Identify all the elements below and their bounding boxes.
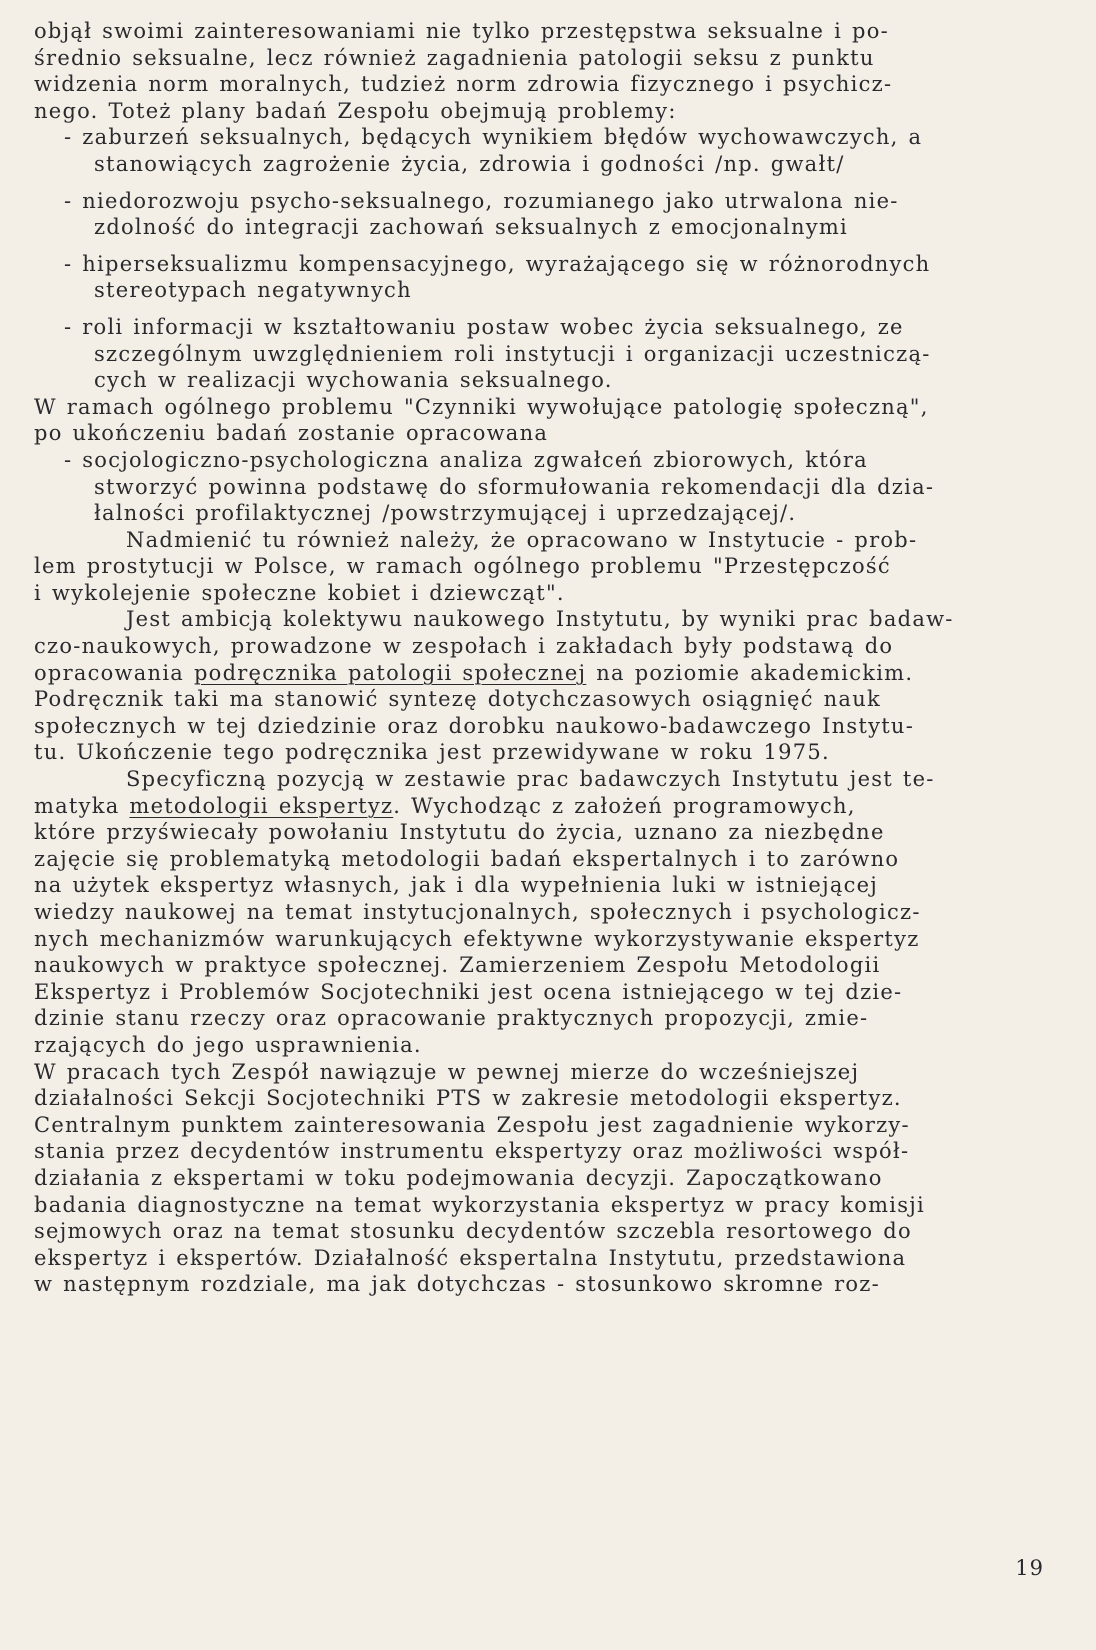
text-line xyxy=(34,846,1056,873)
text-line xyxy=(34,713,1056,740)
text-line xyxy=(34,314,1056,341)
text-line xyxy=(34,793,1056,820)
text-run: - socjologiczno-psychologiczna analiza zgwałceń zbiorowych, która xyxy=(64,447,868,472)
text-run: czo-naukowych, prowadzone w zespołach i zakładach były podstawą do xyxy=(34,634,894,659)
text-run: matyka xyxy=(34,793,130,818)
text-line xyxy=(34,606,1056,633)
text-line xyxy=(34,71,1056,98)
text-line xyxy=(34,1059,1056,1086)
text-run: i wykolejenie społeczne kobiet i dziewcząt". xyxy=(34,580,565,605)
text-run: Centralnym punktem zainteresowania Zespołu jest zagadnienie wykorzy- xyxy=(34,1112,910,1137)
text-run: W ramach ogólnego problemu "Czynniki wywołujące patologię społeczną", xyxy=(34,394,929,419)
text-run: Nadmienić tu również należy, że opracowano w Instytucie - prob- xyxy=(126,527,918,552)
text-run: Specyficzną pozycją w zestawie prac badawczych Instytutu jest te- xyxy=(126,767,935,792)
text-line xyxy=(34,1192,1056,1219)
text-run: - roli informacji w kształtowaniu postaw wobec życia seksualnego, ze xyxy=(64,314,904,339)
text-line xyxy=(34,277,1056,304)
text-line xyxy=(34,660,1056,687)
text-run: W pracach tych Zespół nawiązuje w pewnej mierze do wcześniejszej xyxy=(34,1059,860,1084)
text-run: Podręcznik taki ma stanowić syntezę dotychczasowych osiągnięć nauk xyxy=(34,687,881,712)
text-run: - hiperseksualizmu kompensacyjnego, wyrażającego się w różnorodnych xyxy=(64,251,931,276)
text-run: łalności profilaktycznej /powstrzymującej i uprzedzającej/. xyxy=(94,501,797,526)
underlined-term: podręcznika patologii społecznej xyxy=(193,660,587,685)
text-line xyxy=(34,819,1056,846)
text-run: lem prostytucji w Polsce, w ramach ogólnego problemu "Przestępczość xyxy=(34,554,891,579)
text-line xyxy=(34,1138,1056,1165)
text-line xyxy=(34,1245,1056,1272)
text-run: na użytek ekspertyz własnych, jak i dla wypełnienia luki w istniejącej xyxy=(34,873,879,898)
text-run: widzenia norm moralnych, tudzież norm zdrowia fizycznego i psychicz- xyxy=(34,72,893,97)
text-run: wiedzy naukowej na temat instytucjonalnych, społecznych i psychologicz- xyxy=(34,900,921,924)
text-line xyxy=(34,553,1056,580)
text-run: zajęcie się problematyką metodologii badań ekspertalnych i to zarówno xyxy=(34,846,900,871)
text-line xyxy=(34,420,1056,447)
text-run: stereotypach negatywnych xyxy=(94,278,412,303)
text-line xyxy=(34,1085,1056,1112)
text-run: ekspertyz i ekspertów. Działalność ekspertalna Instytutu, przedstawiona xyxy=(34,1245,907,1270)
text-run: szczególnym uwzględnieniem roli instytucji i organizacji uczestniczą- xyxy=(94,341,931,366)
text-line xyxy=(34,1112,1056,1139)
text-run: które przyświecały powołaniu Instytutu do życia, uznano za niezbędne xyxy=(34,820,885,845)
text-run: stworzyć powinna podstawę do sformułowania rekomendacji dla dzia- xyxy=(94,474,935,499)
text-run: rzających do jego usprawnienia. xyxy=(34,1032,422,1057)
text-line xyxy=(34,447,1056,474)
text-line xyxy=(34,1218,1056,1245)
text-run: tu. Ukończenie tego podręcznika jest przewidywane w roku 1975. xyxy=(34,740,830,765)
text-line xyxy=(34,18,1056,45)
text-run: sejmowych oraz na temat stosunku decydentów szczebla resortowego do xyxy=(34,1219,912,1244)
text-line xyxy=(34,1271,1056,1298)
underlined-term: metodologii ekspertyz xyxy=(129,793,394,818)
text-run: opracowania xyxy=(34,660,194,685)
text-run: działania z ekspertami w toku podejmowania decyzji. Zapoczątkowano xyxy=(34,1165,883,1190)
text-line xyxy=(34,474,1056,501)
text-line xyxy=(34,500,1056,527)
text-line xyxy=(34,1032,1056,1059)
text-run: nych mechanizmów warunkujących efektywne wykorzystywanie ekspertyz xyxy=(34,926,920,951)
text-run: działalności Sekcji Socjotechniki PTS w zakresie metodologii ekspertyz. xyxy=(34,1086,902,1111)
text-run: Jest ambicją kolektywu naukowego Instytutu, by wyniki prac badaw- xyxy=(126,607,954,632)
text-line xyxy=(34,979,1056,1006)
text-run: nego. Toteż plany badań Zespołu obejmują problemy: xyxy=(34,98,677,123)
text-run: badania diagnostyczne na temat wykorzystania ekspertyz w pracy komisji xyxy=(34,1192,925,1217)
text-line xyxy=(34,341,1056,368)
text-run: - zaburzeń seksualnych, będących wynikiem błędów wychowawczych, a xyxy=(64,125,923,150)
text-run: zdolność do integracji zachowań seksualnych z emocjonalnymi xyxy=(94,215,848,240)
text-line xyxy=(34,214,1056,241)
text-line xyxy=(34,124,1056,151)
text-line xyxy=(34,580,1056,607)
text-run: cych w realizacji wychowania seksualnego. xyxy=(94,368,613,393)
text-line xyxy=(34,766,1056,793)
text-line xyxy=(34,952,1056,979)
text-line xyxy=(34,739,1056,766)
text-run: po ukończeniu badań zostanie opracowana xyxy=(34,421,549,446)
text-run: średnio seksualne, lecz również zagadnienia patologii seksu z punktu xyxy=(34,45,875,70)
text-line xyxy=(34,98,1056,125)
page-number: 19 xyxy=(1015,1556,1044,1580)
text-line xyxy=(34,367,1056,394)
text-line xyxy=(34,527,1056,554)
text-line xyxy=(34,686,1056,713)
text-run: społecznych w tej dziedzinie oraz dorobku naukowo-badawczego Instytu- xyxy=(34,713,915,738)
text-run: - niedorozwoju psycho-seksualnego, rozumianego jako utrwalona nie- xyxy=(64,188,899,213)
text-run: stania przez decydentów instrumentu ekspertyzy oraz możliwości współ- xyxy=(34,1139,910,1164)
text-line xyxy=(34,872,1056,899)
text-run: dzinie stanu rzeczy oraz opracowanie praktycznych propozycji, zmie- xyxy=(34,1006,869,1031)
body-text xyxy=(34,18,1056,1298)
text-line xyxy=(34,251,1056,278)
text-line xyxy=(34,394,1056,421)
text-run: stanowiących zagrożenie życia, zdrowia i godności /np. gwałt/ xyxy=(94,151,845,176)
text-line xyxy=(34,1005,1056,1032)
text-run: na poziomie akademickim. xyxy=(586,660,914,685)
text-run: . Wychodząc z założeń programowych, xyxy=(393,793,856,818)
text-line xyxy=(34,899,1056,926)
text-run: naukowych w praktyce społecznej. Zamierzeniem Zespołu Metodologii xyxy=(34,953,881,978)
text-run: w następnym rozdziale, ma jak dotychczas - stosunkowo skromne roz- xyxy=(34,1272,880,1297)
text-run: objął swoimi zainteresowaniami nie tylko przestępstwa seksualne i po- xyxy=(34,19,889,43)
text-line xyxy=(34,151,1056,178)
text-line xyxy=(34,45,1056,72)
text-run: Ekspertyz i Problemów Socjotechniki jest ocena istniejącego w tej dzie- xyxy=(34,979,903,1004)
text-line xyxy=(34,188,1056,215)
text-line xyxy=(34,633,1056,660)
text-line xyxy=(34,1165,1056,1192)
text-line xyxy=(34,926,1056,953)
